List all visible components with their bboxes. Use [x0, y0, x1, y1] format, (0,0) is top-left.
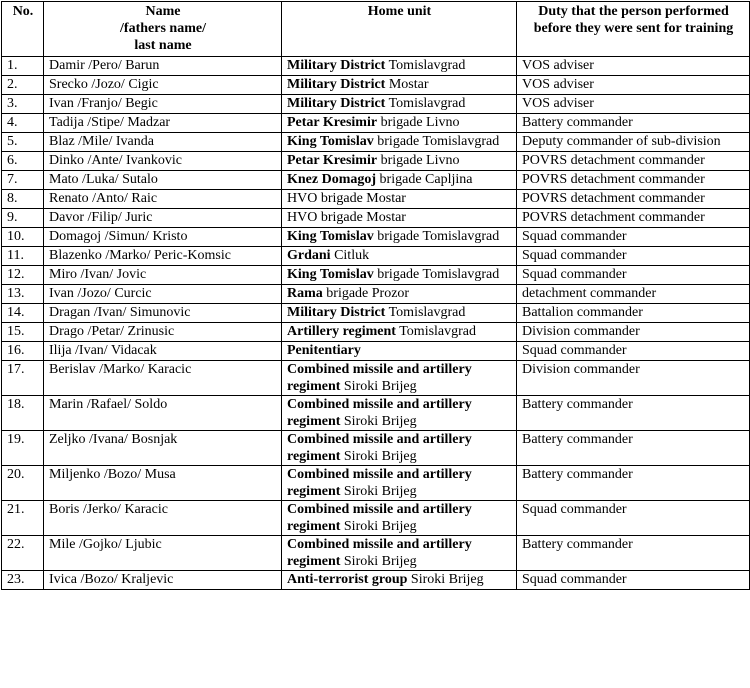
cell-name: Drago /Petar/ Zrinusic [44, 323, 282, 342]
header-home-unit: Home unit [282, 2, 517, 57]
table-row [2, 536, 750, 571]
cell-home-unit [282, 190, 517, 209]
cell-name: Dragan /Ivan/ Simunovic [44, 304, 282, 323]
cell-name: Marin /Rafael/ Soldo [44, 396, 282, 431]
cell-home-unit [282, 171, 517, 190]
home-unit-name: Rama [287, 286, 323, 301]
home-unit-name: King Tomislav [287, 229, 374, 244]
home-unit-name: Grdani [287, 248, 331, 263]
cell-home-unit [282, 209, 517, 228]
cell-name: Ivica /Bozo/ Kraljevic [44, 571, 282, 590]
home-unit-location: Tomislavgrad [385, 305, 466, 320]
cell-name: Mato /Luka/ Sutalo [44, 171, 282, 190]
home-unit-location: brigade Livno [377, 115, 460, 130]
table-row [2, 209, 750, 228]
home-unit-name: Military District [287, 58, 386, 73]
cell-name: Damir /Pero/ Barun [44, 57, 282, 76]
cell-duty: Squad commander [517, 247, 750, 266]
cell-name: Renato /Anto/ Raic [44, 190, 282, 209]
cell-duty: Battery commander [517, 114, 750, 133]
cell-duty: VOS adviser [517, 95, 750, 114]
cell-duty: POVRS detachment commander [517, 190, 750, 209]
cell-name: Davor /Filip/ Juric [44, 209, 282, 228]
home-unit-location: Siroki Brijeg [340, 414, 417, 429]
home-unit-name: Military District [287, 96, 386, 111]
cell-no: 6. [2, 152, 44, 171]
cell-no: 11. [2, 247, 44, 266]
cell-duty: Squad commander [517, 501, 750, 536]
cell-duty: POVRS detachment commander [517, 152, 750, 171]
home-unit-location: Mostar [385, 77, 429, 92]
table-row [2, 228, 750, 247]
cell-name: Ivan /Franjo/ Begic [44, 95, 282, 114]
cell-duty: Battalion commander [517, 304, 750, 323]
table-row [2, 133, 750, 152]
header-duty: Duty that the person performed before they were sent for training [517, 2, 750, 57]
cell-name: Miljenko /Bozo/ Musa [44, 466, 282, 501]
home-unit-location: Siroki Brijeg [340, 519, 417, 534]
cell-duty: VOS adviser [517, 76, 750, 95]
home-unit-location: brigade Capljina [376, 172, 473, 187]
header-name [44, 2, 282, 57]
cell-home-unit [282, 571, 517, 590]
home-unit-name: Combined missile and artillery regiment [287, 467, 472, 499]
cell-duty: Battery commander [517, 466, 750, 501]
table-row [2, 266, 750, 285]
home-unit-location: Siroki Brijeg [340, 554, 417, 569]
cell-duty: Squad commander [517, 266, 750, 285]
table-row [2, 152, 750, 171]
home-unit-name: Military District [287, 305, 386, 320]
cell-home-unit [282, 431, 517, 466]
cell-duty: VOS adviser [517, 57, 750, 76]
home-unit-name: Knez Domagoj [287, 172, 377, 187]
cell-home-unit [282, 323, 517, 342]
cell-duty: Division commander [517, 323, 750, 342]
cell-no: 19. [2, 431, 44, 466]
cell-duty: Squad commander [517, 342, 750, 361]
cell-no: 5. [2, 133, 44, 152]
cell-no: 2. [2, 76, 44, 95]
table-row [2, 171, 750, 190]
cell-duty: POVRS detachment commander [517, 209, 750, 228]
cell-no: 3. [2, 95, 44, 114]
cell-duty: Division commander [517, 361, 750, 396]
table-row [2, 431, 750, 466]
home-unit-name: Combined missile and artillery regiment [287, 537, 472, 569]
home-unit-name: Anti-terrorist group [287, 572, 408, 587]
table-row [2, 501, 750, 536]
home-unit-location: Tomislavgrad [385, 58, 466, 73]
cell-no: 18. [2, 396, 44, 431]
cell-name: Zeljko /Ivana/ Bosnjak [44, 431, 282, 466]
cell-no: 12. [2, 266, 44, 285]
home-unit-name: Artillery regiment [287, 324, 396, 339]
cell-name: Mile /Gojko/ Ljubic [44, 536, 282, 571]
table-row [2, 466, 750, 501]
cell-home-unit [282, 114, 517, 133]
table-row [2, 114, 750, 133]
cell-no: 21. [2, 501, 44, 536]
cell-no: 16. [2, 342, 44, 361]
cell-home-unit [282, 57, 517, 76]
table-row [2, 95, 750, 114]
home-unit-location: Siroki Brijeg [340, 379, 417, 394]
home-unit-name: Petar Kresimir [287, 153, 378, 168]
table-row [2, 76, 750, 95]
home-unit-name: King Tomislav [287, 134, 374, 149]
home-unit-location: Citluk [330, 248, 370, 263]
table-row [2, 304, 750, 323]
cell-no: 23. [2, 571, 44, 590]
cell-duty: Deputy commander of sub-division [517, 133, 750, 152]
table-row [2, 57, 750, 76]
cell-no: 7. [2, 171, 44, 190]
table-row [2, 342, 750, 361]
cell-home-unit [282, 304, 517, 323]
cell-no: 1. [2, 57, 44, 76]
cell-name: Domagoj /Simun/ Kristo [44, 228, 282, 247]
table-row [2, 396, 750, 431]
cell-no: 20. [2, 466, 44, 501]
cell-no: 4. [2, 114, 44, 133]
table-row [2, 571, 750, 590]
cell-home-unit [282, 361, 517, 396]
home-unit-location: brigade Tomislavgrad [373, 229, 500, 244]
cell-duty: Squad commander [517, 571, 750, 590]
cell-home-unit [282, 228, 517, 247]
cell-no: 8. [2, 190, 44, 209]
home-unit-name: Petar Kresimir [287, 115, 378, 130]
cell-duty: POVRS detachment commander [517, 171, 750, 190]
cell-home-unit [282, 342, 517, 361]
cell-name: Dinko /Ante/ Ivankovic [44, 152, 282, 171]
cell-name: Blazenko /Marko/ Peric-Komsic [44, 247, 282, 266]
cell-no: 22. [2, 536, 44, 571]
home-unit-name: Combined missile and artillery regiment [287, 362, 472, 394]
header-row [2, 2, 750, 57]
cell-no: 13. [2, 285, 44, 304]
cell-duty: Squad commander [517, 228, 750, 247]
home-unit-location: Tomislavgrad [385, 96, 466, 111]
home-unit-location: Siroki Brijeg [407, 572, 484, 587]
personnel-table [1, 1, 750, 590]
header-name-text: Name /fathers name/ last name [120, 4, 206, 53]
cell-name: Ivan /Jozo/ Curcic [44, 285, 282, 304]
cell-duty: Battery commander [517, 431, 750, 466]
home-unit-name: Penitentiary [287, 343, 361, 358]
home-unit-name: Combined missile and artillery regiment [287, 397, 472, 429]
cell-home-unit [282, 501, 517, 536]
cell-name: Tadija /Stipe/ Madzar [44, 114, 282, 133]
table-row [2, 361, 750, 396]
cell-no: 15. [2, 323, 44, 342]
home-unit-location: brigade Tomislavgrad [373, 134, 500, 149]
table-row [2, 190, 750, 209]
home-unit-location: brigade Livno [377, 153, 460, 168]
cell-home-unit [282, 466, 517, 501]
home-unit-location: brigade Prozor [322, 286, 410, 301]
home-unit-name: Combined missile and artillery regiment [287, 432, 472, 464]
cell-home-unit [282, 536, 517, 571]
home-unit-location: Siroki Brijeg [340, 449, 417, 464]
cell-duty: Battery commander [517, 396, 750, 431]
cell-name: Miro /Ivan/ Jovic [44, 266, 282, 285]
cell-home-unit [282, 396, 517, 431]
cell-home-unit [282, 76, 517, 95]
cell-name: Srecko /Jozo/ Cigic [44, 76, 282, 95]
cell-duty: detachment commander [517, 285, 750, 304]
header-no: No. [2, 2, 44, 57]
home-unit-name: Military District [287, 77, 386, 92]
cell-name: Blaz /Mile/ Ivanda [44, 133, 282, 152]
cell-name: Berislav /Marko/ Karacic [44, 361, 282, 396]
home-unit-location: HVO brigade Mostar [287, 210, 406, 225]
cell-home-unit [282, 285, 517, 304]
home-unit-location: HVO brigade Mostar [287, 191, 406, 206]
table-row [2, 323, 750, 342]
cell-no: 14. [2, 304, 44, 323]
cell-no: 9. [2, 209, 44, 228]
cell-home-unit [282, 152, 517, 171]
cell-home-unit [282, 133, 517, 152]
home-unit-location: Siroki Brijeg [340, 484, 417, 499]
home-unit-location: Tomislavgrad [395, 324, 477, 339]
cell-home-unit [282, 95, 517, 114]
home-unit-name: Combined missile and artillery regiment [287, 502, 472, 534]
cell-name: Boris /Jerko/ Karacic [44, 501, 282, 536]
home-unit-name: King Tomislav [287, 267, 374, 282]
table-row [2, 285, 750, 304]
cell-no: 17. [2, 361, 44, 396]
cell-no: 10. [2, 228, 44, 247]
cell-duty: Battery commander [517, 536, 750, 571]
home-unit-location: brigade Tomislavgrad [373, 267, 500, 282]
cell-name: Ilija /Ivan/ Vidacak [44, 342, 282, 361]
table-row [2, 247, 750, 266]
cell-home-unit [282, 266, 517, 285]
cell-home-unit [282, 247, 517, 266]
